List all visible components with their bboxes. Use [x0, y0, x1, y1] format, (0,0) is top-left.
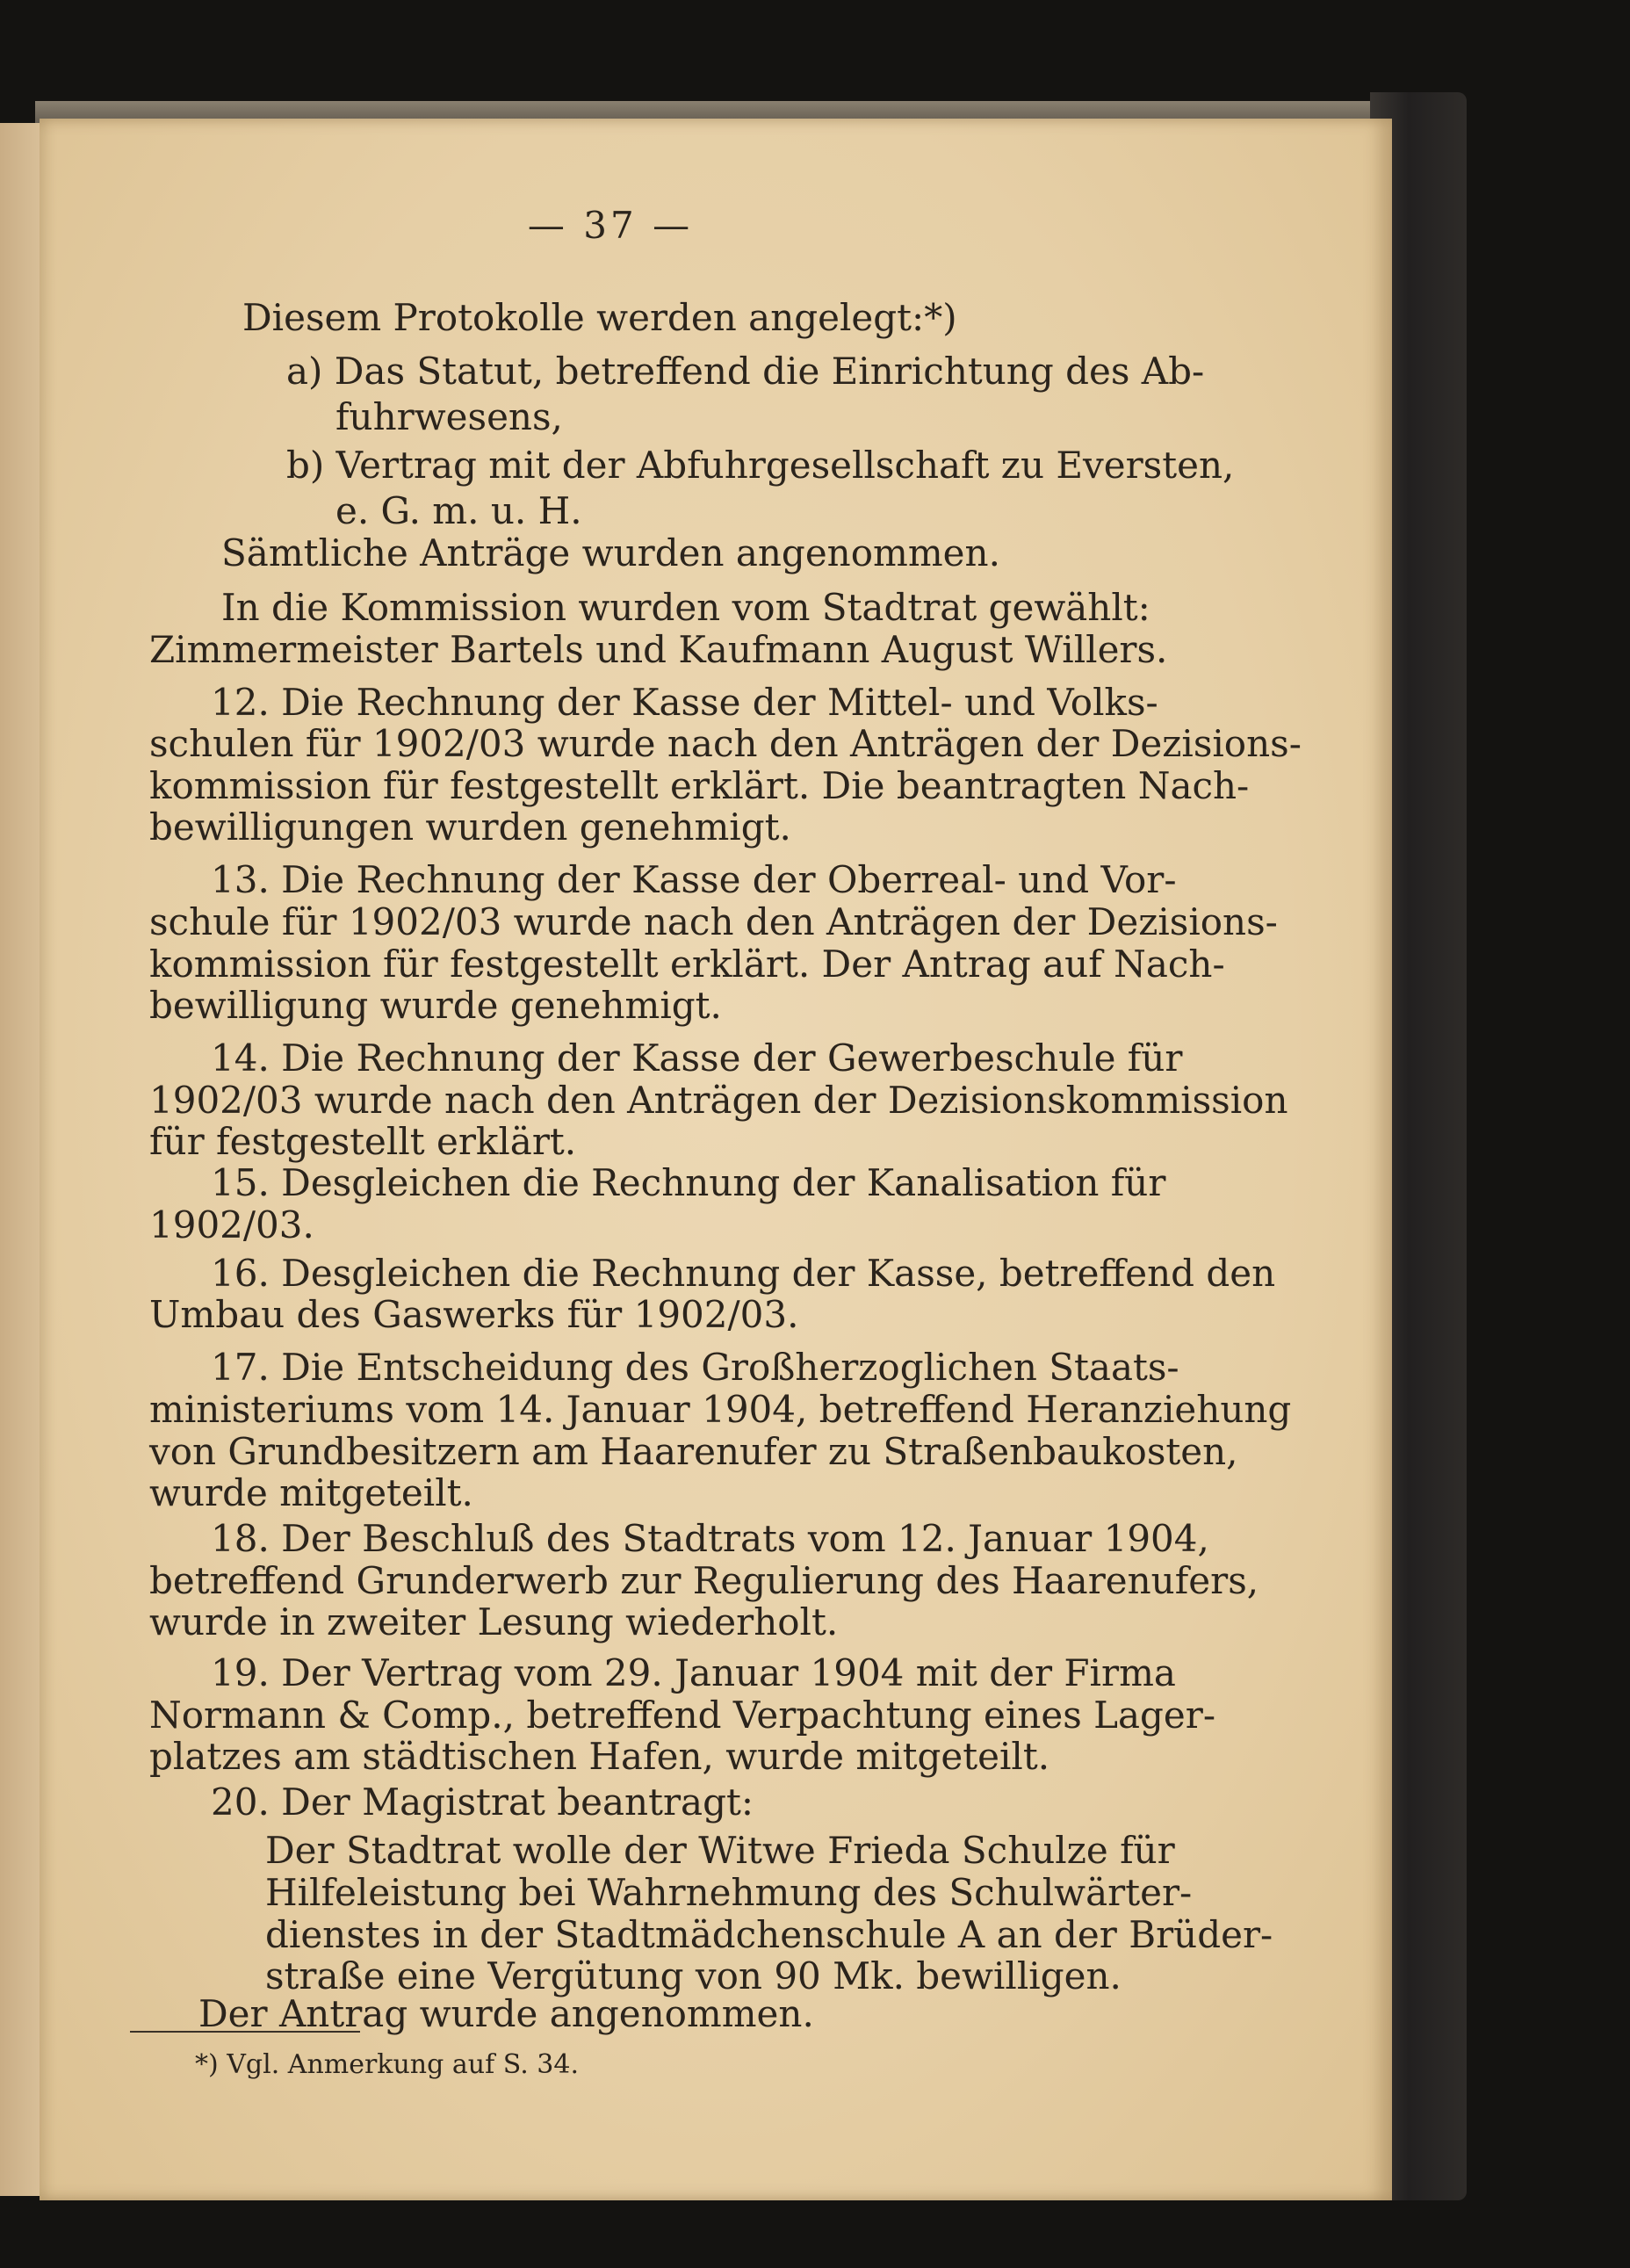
text-line: 13. Die Rechnung der Kasse der Oberreal- und Vor- — [211, 858, 1177, 901]
text-line: für festgestellt erklärt. — [149, 1120, 577, 1163]
text-line: 20. Der Magistrat beantragt: — [211, 1780, 754, 1824]
text-line: Zimmermeister Bartels und Kaufmann August Willers. — [149, 628, 1168, 671]
text-line: Der Antrag wurde angenommen. — [198, 1992, 814, 2035]
text-line: 1902/03 wurde nach den Anträgen der Dezisionskommission — [149, 1079, 1288, 1122]
text-line: schulen für 1902/03 wurde nach den Anträgen der Dezisions- — [149, 722, 1302, 765]
text-line: 14. Die Rechnung der Kasse der Gewerbeschule für — [211, 1036, 1183, 1080]
footnote-rule — [130, 2031, 360, 2033]
text-line: bewilligung wurde genehmigt. — [149, 984, 722, 1027]
text-line: Sämtliche Anträge wurden angenommen. — [221, 531, 1000, 574]
text-line: wurde in zweiter Lesung wiederholt. — [149, 1600, 839, 1643]
text-line: 1902/03. — [149, 1203, 314, 1246]
text-line: 15. Desgleichen die Rechnung der Kanalisation für — [211, 1161, 1166, 1204]
text-line: a) Das Statut, betreffend die Einrichtung des Ab- — [286, 350, 1205, 393]
text-line: ministeriums vom 14. Januar 1904, betreffend Heranziehung — [149, 1388, 1292, 1431]
text-line: 17. Die Entscheidung des Großherzoglichen Staats- — [211, 1346, 1179, 1389]
text-line: Umbau des Gaswerks für 1902/03. — [149, 1293, 799, 1336]
text-line: dienstes in der Stadtmädchenschule A an der Brüder- — [265, 1913, 1273, 1956]
text-line: betreffend Grunderwerb zur Regulierung des Haarenufers, — [149, 1559, 1259, 1602]
text-line: In die Kommission wurden vom Stadtrat gewählt: — [221, 586, 1150, 629]
page-number: — 37 — — [527, 204, 694, 247]
text-line: bewilligungen wurden genehmigt. — [149, 805, 791, 849]
text-line: kommission für festgestellt erklärt. Der Antrag auf Nach- — [149, 943, 1225, 986]
text-line: 12. Die Rechnung der Kasse der Mittel- und Volks- — [211, 681, 1158, 724]
text-line: Diesem Protokolle werden angelegt:*) — [242, 296, 957, 339]
text-line: 19. Der Vertrag vom 29. Januar 1904 mit der Firma — [211, 1651, 1176, 1694]
text-line: straße eine Vergütung von 90 Mk. bewilligen. — [265, 1954, 1122, 1997]
text-line: von Grundbesitzern am Haarenufer zu Straßenbaukosten, — [149, 1430, 1238, 1473]
text-line: b) Vertrag mit der Abfuhrgesellschaft zu Eversten, — [286, 444, 1235, 487]
text-line: Der Stadtrat wolle der Witwe Frieda Schulze für — [265, 1829, 1175, 1872]
text-line: kommission für festgestellt erklärt. Die beantragten Nach- — [149, 764, 1250, 807]
text-line: schule für 1902/03 wurde nach den Anträgen der Dezisions- — [149, 900, 1278, 943]
text-line: wurde mitgeteilt. — [149, 1471, 473, 1514]
text-line: 18. Der Beschluß des Stadtrats vom 12. Januar 1904, — [211, 1517, 1209, 1560]
text-line: fuhrwesens, — [335, 395, 563, 438]
text-line: Hilfeleistung bei Wahrnehmung des Schulwärter- — [265, 1871, 1193, 1914]
footnote: *) Vgl. Anmerkung auf S. 34. — [195, 2049, 579, 2080]
previous-page-edge — [0, 123, 40, 2196]
text-line: Normann & Comp., betreffend Verpachtung eines Lager- — [149, 1694, 1216, 1737]
text-line: platzes am städtischen Hafen, wurde mitgeteilt. — [149, 1735, 1050, 1778]
text-line: 16. Desgleichen die Rechnung der Kasse, betreffend den — [211, 1252, 1276, 1295]
text-line: e. G. m. u. H. — [335, 489, 582, 532]
